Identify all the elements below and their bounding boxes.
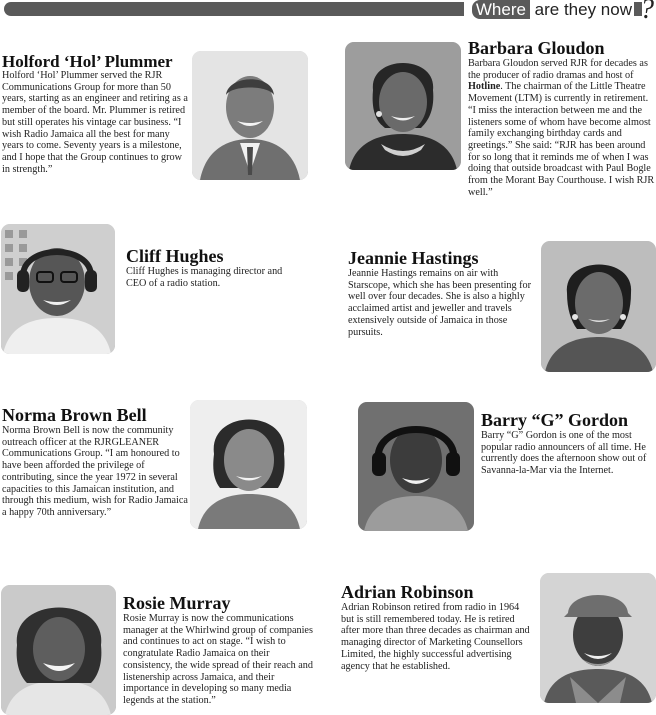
portrait-barry-g-gordon — [358, 402, 474, 531]
name-barbara-gloudon: Barbara Gloudon — [468, 38, 605, 58]
photo-rosie-murray — [1, 585, 116, 715]
bio-norma-brown-bell: Norma Brown Bell is now the community outreach officer at the RJRGLEANER Communications Group. “I am honoured to have been afforded the privilege of contributing, since the year 1972 in several capacities to this Jamaican institution, and through this medium, wish for Radio Jamaica a happy 70th anniversary.” — [2, 425, 188, 518]
photo-cliff-hughes — [1, 224, 115, 354]
section-title-rest: are they now — [529, 0, 632, 19]
name-norma-brown-bell: Norma Brown Bell — [2, 405, 147, 425]
name-jeannie-hastings: Jeannie Hastings — [348, 248, 479, 268]
photo-norma-brown-bell — [190, 400, 307, 529]
bio-adrian-robinson: Adrian Robinson retired from radio in 1964 but is still remembered today. He is retired after more than three decades as chairman and managing director of Marketing Counsellors Limited, the highly successful advertising agency that he established. — [341, 602, 530, 672]
bio-barbara-gloudon-hotline: Hotline — [468, 81, 501, 93]
portrait-adrian-robinson — [540, 573, 656, 703]
portrait-rosie-murray — [1, 585, 116, 715]
name-rosie-murray: Rosie Murray — [123, 593, 231, 613]
photo-adrian-robinson — [540, 573, 656, 703]
portrait-jeannie-hastings — [541, 241, 656, 372]
name-barry-g-gordon: Barry “G” Gordon — [481, 410, 628, 430]
bio-barry-g-gordon: Barry “G” Gordon is one of the most popular radio announcers of all time. He currently does the afternoon show out of Savanna-la-Mar via the Internet. — [481, 430, 647, 477]
photo-holford-plummer — [192, 51, 308, 180]
bio-rosie-murray: Rosie Murray is now the communications manager at the Whirlwind group of companies and continues to act on stage. “I wish to congratulate Radio Jamaica on their consistency, the wide spread of their reach and listenership across Jamaica, and their importance in developing so many media legends at the station.” — [123, 613, 313, 706]
photo-jeannie-hastings — [541, 241, 656, 372]
question-mark-glyph: ? — [640, 0, 654, 25]
photo-barbara-gloudon — [345, 42, 461, 170]
bio-cliff-hughes: Cliff Hughes is managing director and CEO of a radio station. — [126, 266, 283, 289]
portrait-barbara-gloudon — [345, 42, 461, 170]
photo-barry-g-gordon — [358, 402, 474, 531]
section-title — [464, 0, 634, 20]
portrait-cliff-hughes — [1, 224, 115, 354]
section-title-highlight: Where — [472, 0, 530, 19]
bio-barbara-gloudon-part2: . The chairman of the Little Theatre Movement (LTM) is currently in retirement. “I miss the interaction between me and the listeners some of whom have become almost family exchanging birthday cards and greetings.” She said: “RJR has been around for so long that it reminds me of when I was doing that outside broadcast with Paul Bogle from the Morant Bay Courthouse. I wish RJR well.” — [468, 81, 655, 198]
bio-barbara-gloudon-part1: Barbara Gloudon served RJR for decades as the producer of radio dramas and host of — [468, 58, 648, 81]
name-adrian-robinson: Adrian Robinson — [341, 582, 474, 602]
bio-holford-plummer: Holford ‘Hol’ Plummer served the RJR Communications Group for more than 50 years, starting as an engineer and retiring as a member of the board. Mr. Plummer is retired but still operates his vintage car business. “I wish Radio Jamaica all the best for many years to come. Seventy years is a milestone, and I hope that the Group continues to grow in strength.” — [2, 70, 188, 175]
name-holford-plummer: Holford ‘Hol’ Plummer — [2, 52, 173, 71]
portrait-norma-brown-bell — [190, 400, 307, 529]
bio-jeannie-hastings: Jeannie Hastings remains on air with Starscope, which she has been presenting for well over four decades. She is also a highly acclaimed artist and jeweller and travels extensively outside of Jamaica in those pursuits. — [348, 268, 532, 338]
name-cliff-hughes: Cliff Hughes — [126, 246, 224, 266]
portrait-holford-plummer — [192, 51, 308, 180]
bio-barbara-gloudon — [468, 58, 656, 198]
